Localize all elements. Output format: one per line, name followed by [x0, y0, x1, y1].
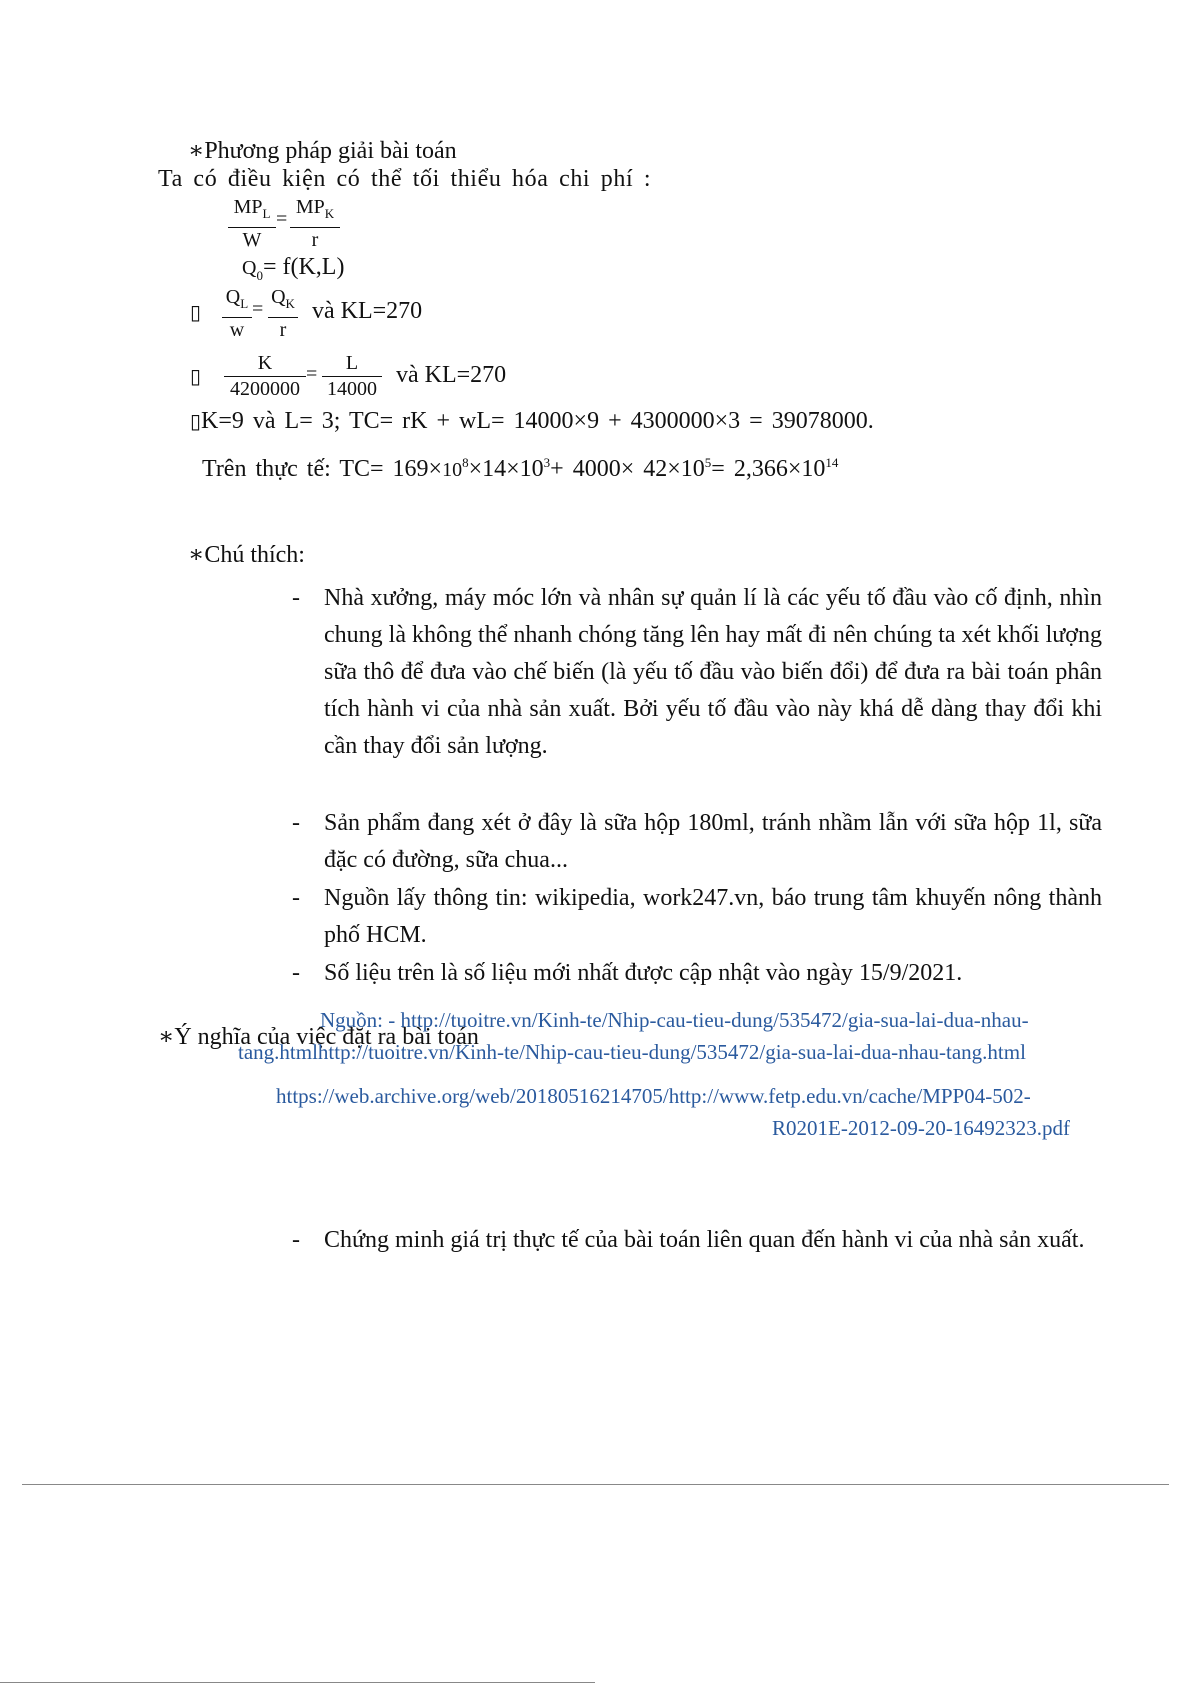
actual-cost-line: Trên thực tế: $TC= 169\times 10^8\times 14\times 10^3+ 4000\times 42\times 10^5= 2,366\times 10^{14}$ [202, 455, 839, 482]
equals-sign: = [252, 298, 264, 320]
source-link[interactable]: https://web.archive.org/web/20180516214705/http://www.fetp.edu.vn/cache/MPP04-502- [276, 1084, 1031, 1108]
source-link[interactable]: R0201E-2012-09-20-16492323.pdf [772, 1116, 1071, 1140]
equation-tail: và KL=270 [312, 298, 423, 324]
equation-tail: và KL=270 [396, 362, 507, 388]
box-symbol: ▯ [190, 300, 202, 324]
notes-heading: ∗Chú thích: [188, 542, 305, 568]
note-text: Nguồn lấy thông tin: wikipedia, work247.vn, báo trung tâm khuyến nông thành phố HCM. [324, 885, 1102, 948]
note-text: Nhà xưởng, máy móc lớn và nhân sự quản lí là các yếu tố đầu vào cố định, nhìn chung là không thể nhanh chóng tăng lên hay mất đi nên chúng ta xét khối lượng sữa thô để đưa vào chế biến (là yếu tố đầu vào biến đổi) để đưa ra bài toán phân tích hành vi của nhà sản xuất. Bởi yếu tố đầu vào này khá dễ dàng thay đổi khi cần thay đổi sản lượng. [324, 585, 1102, 759]
fraction-mpl-w: $MP_L$ W [228, 196, 276, 251]
note-text: Sản phẩm đang xét ở đây là sữa hộp 180ml, tránh nhầm lẫn với sữa hộp 1l, sữa đặc có đường, sữa chua... [324, 810, 1102, 873]
note-text: Số liệu trên là số liệu mới nhất được cập nhật vào ngày 15/9/2021. [324, 960, 963, 986]
box-symbol: ▯ [190, 364, 202, 388]
equation-production-function: $Q_0= f(K,L)$ [242, 254, 345, 283]
equals-sign: = [306, 363, 318, 385]
fraction-l-14000: L 14000 [322, 352, 382, 400]
fraction-qk-r: $Q_K$ r [268, 286, 298, 341]
meaning-heading: ∗Ý nghĩa của việc đặt ra bài toán [158, 1024, 479, 1050]
page-divider [0, 1682, 595, 1683]
method-heading: ∗Phương pháp giải bài toán [188, 138, 457, 164]
method-intro: Ta có điều kiện có thể tối thiểu hóa chi phí : [158, 166, 652, 192]
source-link[interactable]: Nguồn: - http://tuoitre.vn/Kinh-te/Nhip-cau-tieu-dung/535472/gia-sua-lai-dua-nhau- [320, 1008, 1029, 1032]
fraction-k-4200000: K 4200000 [224, 352, 306, 400]
fraction-mpk-r: $MP_K$ r [290, 196, 340, 251]
source-link[interactable]: tang.htmlhttp://tuoitre.vn/Kinh-te/Nhip-cau-tieu-dung/535472/gia-sua-lai-dua-nhau-tang.html [238, 1040, 1026, 1064]
result-line: ▯K=9 và L= 3; TC= rK + wL= 14000×9 + 4300000×3 = 39078000. [190, 408, 874, 434]
page-divider [22, 1484, 1169, 1485]
fraction-ql-w: $Q_L$ w [222, 286, 252, 341]
equals-sign: = [276, 208, 288, 230]
meaning-text: Chứng minh giá trị thực tế của bài toán liên quan đến hành vi của nhà sản xuất. [324, 1227, 1085, 1253]
